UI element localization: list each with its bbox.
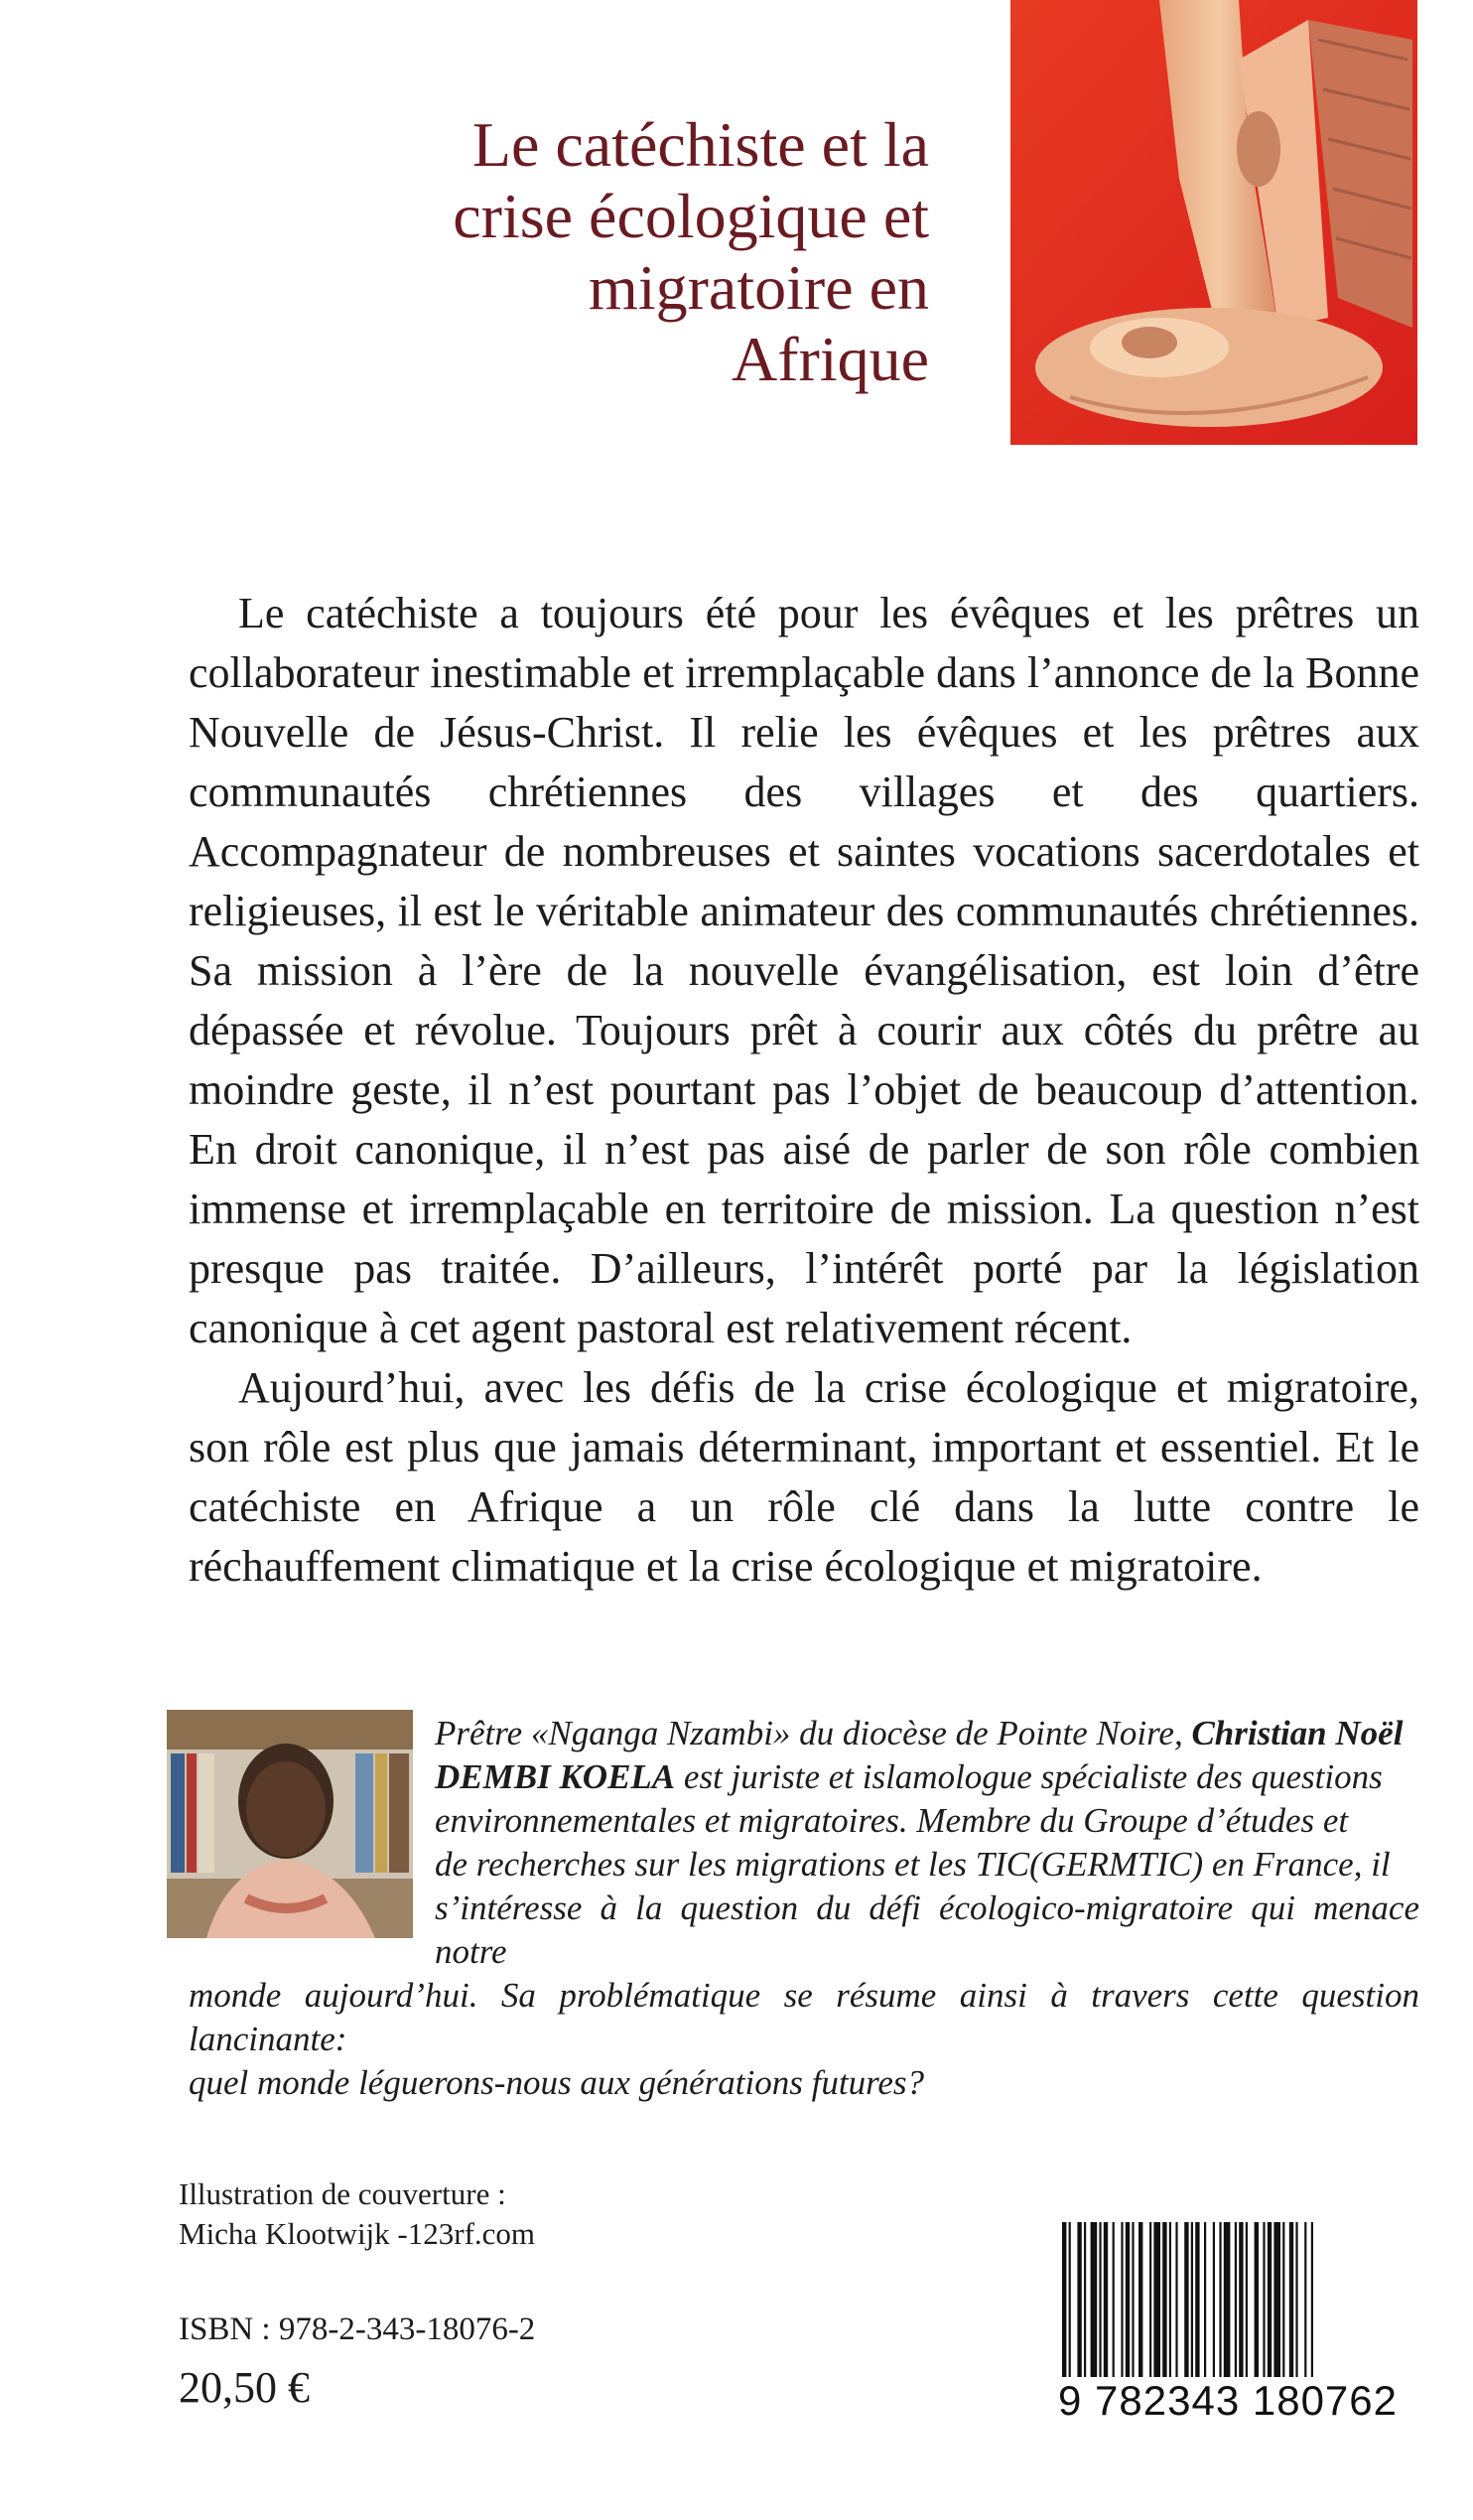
barcode-bar (1239, 2222, 1243, 2393)
barcode-bar (1121, 2222, 1123, 2393)
book-title (373, 109, 929, 395)
illustration-credit: Micha Klootwijk -123rf.com (179, 2216, 536, 2251)
author-bio-line: quel monde léguerons-nous aux générations futures? (189, 2063, 925, 2102)
barcode-bar (1099, 2222, 1101, 2393)
barcode-bar (1268, 2222, 1272, 2393)
barcode-bar (1153, 2222, 1160, 2393)
blurb-paragraph: Le catéchiste a toujours été pour les évêques et les prêtres un collaborateur inestimable et irremplaçable dans l’annonce de la Bonne Nouvelle de Jésus-Christ. Il relie les évêques et les prêtres aux communautés chrétiennes des villages et des quartiers. Accompagnateur de nombreuses et saintes vocations sacerdotales et religieuses, il est le véritable animateur des communautés chrétiennes. Sa mission à l’ère de la nouvelle évangélisation, est loin d’être dépassée et révolue. Toujours prêt à courir aux côtés du prêtre au moindre geste, il n’est pourtant pas l’objet de beaucoup d’attention. En droit canonique, il n’est pas aisé de parler de son rôle combien immense et irremplaçable en territoire de mission. La question n’est presque pas traitée. D’ailleurs, l’intérêt porté par la législation canonique à cet agent pastoral est relativement récent. (189, 589, 1419, 1352)
cover-illustration (1010, 0, 1417, 445)
barcode-bar (1224, 2222, 1231, 2393)
barcode-digits: 9 782343 180762 (1058, 2377, 1398, 2424)
isbn: ISBN : 978-2-343-18076-2 (179, 2311, 536, 2347)
author-bio-line: monde aujourd’hui. Sa problématique se résume ainsi à travers cette question lancinante: (189, 1976, 1419, 2058)
barcode-bars (1056, 2222, 1394, 2393)
barcode-bar (1273, 2222, 1280, 2393)
barcode-bar (1077, 2222, 1081, 2393)
barcode-bar (1219, 2222, 1221, 2393)
barcode-bar (1062, 2222, 1066, 2393)
barcode-bar (1213, 2222, 1215, 2393)
barcode-bar (1295, 2222, 1297, 2393)
bio-intro: Prêtre «Nganga Nzambi» du diocèse de Pointe Noire, (435, 1714, 1183, 1752)
author-portrait-image (167, 1710, 413, 1938)
author-bio-line: de recherches sur les migrations et les TIC(GERMTIC) en France, il (435, 1845, 1391, 1884)
barcode-bar (1084, 2222, 1086, 2393)
illustration-label: Illustration de couverture : (179, 2176, 506, 2211)
illustration-credits (179, 2174, 535, 2254)
barcode-bar (1126, 2222, 1130, 2393)
author-bio-line: s’intéresse à la question du défi écologico-migratoire qui menace notre (435, 1889, 1419, 1971)
barcode-bar (1311, 2222, 1313, 2393)
barcode-bar (1282, 2222, 1284, 2393)
barcode-bar (1175, 2222, 1177, 2393)
barcode-bar (1104, 2222, 1108, 2393)
barcode-bar (1132, 2222, 1134, 2393)
barcode (1056, 2222, 1398, 2424)
back-cover-blurb (189, 584, 1419, 1597)
barcode-bar (1263, 2222, 1265, 2393)
barcode-bar (1069, 2222, 1071, 2393)
bio-text: est juriste et islamologue spécialiste des questions (683, 1757, 1383, 1796)
barcode-bar (1169, 2222, 1171, 2393)
author-bio-line (413, 1712, 1419, 1755)
author-bio-line (413, 1755, 1419, 1799)
author-first-name: Christian Noël (1191, 1714, 1404, 1752)
barcode-bar (1304, 2222, 1306, 2393)
title-line: Le catéchiste et la (471, 109, 929, 180)
author-bio-line: environnementales et migratoires. Membre du Groupe d’études et (435, 1801, 1349, 1840)
author-bio (189, 1712, 1419, 2105)
barcode-bar (1191, 2222, 1193, 2393)
barcode-bar (1235, 2222, 1237, 2393)
barcode-bar (1091, 2222, 1098, 2393)
barcode-bar (1149, 2222, 1151, 2393)
title-line: migratoire en (589, 252, 929, 323)
barcode-bar (1255, 2222, 1259, 2393)
author-last-name: DEMBI KOELA (435, 1757, 676, 1796)
barcode-bar (1289, 2222, 1293, 2393)
blurb-paragraph: Aujourd’hui, avec les défis de la crise écologique et migratoire, son rôle est plus que jamais déterminant, important et essentiel. Et le catéchiste en Afrique a un rôle clé dans la lutte contre le réchauffement climatique et la crise écologique et migratoire. (189, 1363, 1419, 1591)
barcode-bar (1195, 2222, 1199, 2393)
barcode-bar (1138, 2222, 1142, 2393)
title-line: Afrique (731, 324, 929, 394)
title-line: crise écologique et (453, 181, 929, 251)
barcode-bar (1162, 2222, 1166, 2393)
wooden-sculpture-image (1010, 0, 1417, 445)
author-photo (167, 1710, 413, 1938)
barcode-bar (1184, 2222, 1188, 2393)
price: 20,50 € (179, 2363, 310, 2412)
barcode-bar (1246, 2222, 1248, 2393)
barcode-bar (1204, 2222, 1206, 2393)
barcode-bar (1113, 2222, 1115, 2393)
